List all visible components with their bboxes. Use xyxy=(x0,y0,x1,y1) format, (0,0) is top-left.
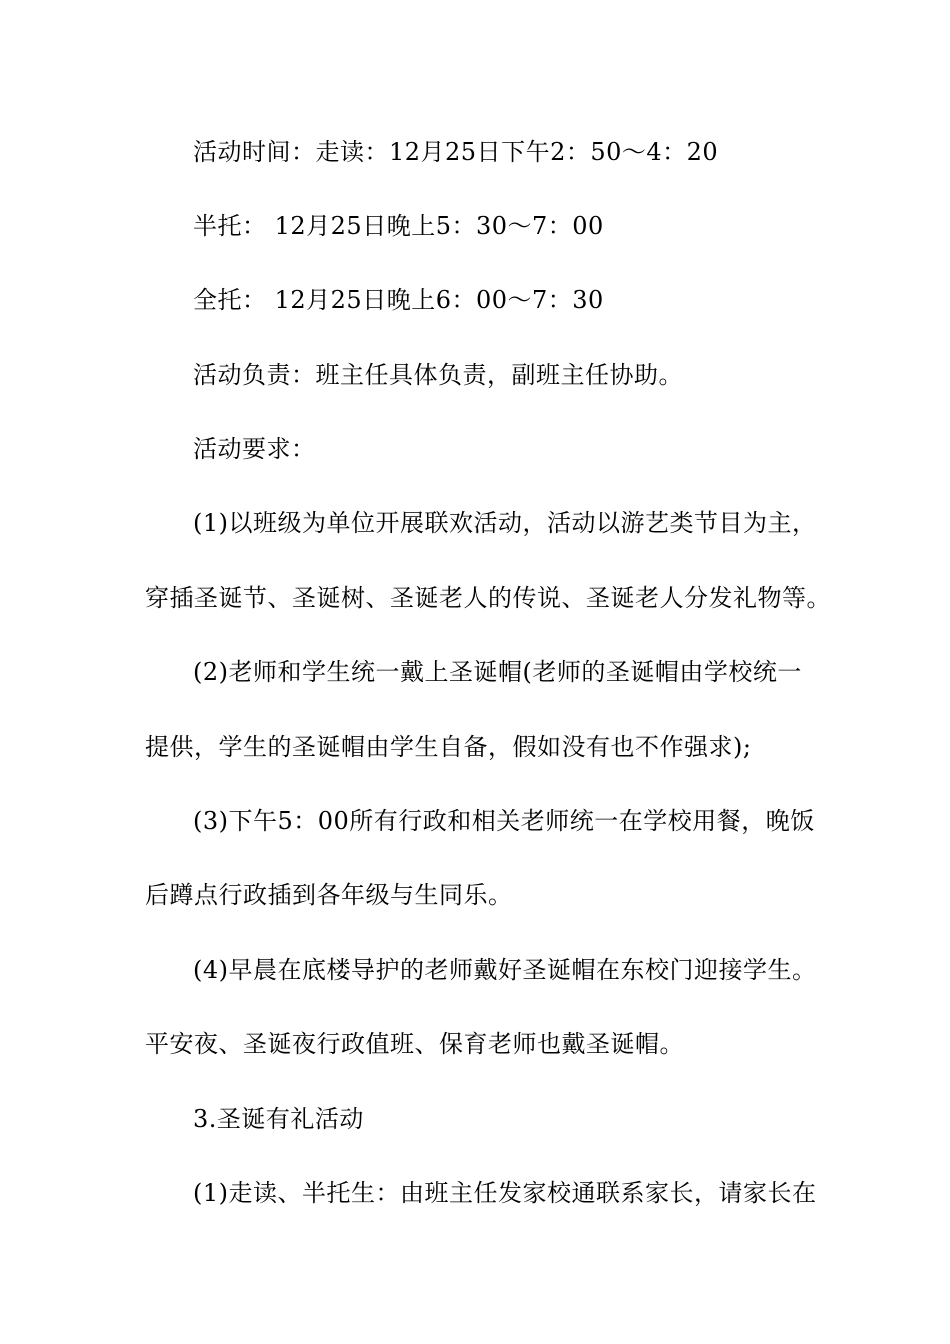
requirement-2-line-1: (2)老师和学生统一戴上圣诞帽(老师的圣诞帽由学校统一 xyxy=(193,658,802,686)
requirement-1-line-1: (1)以班级为单位开展联欢活动，活动以游艺类节目为主， xyxy=(193,509,817,537)
requirement-4-line-1: (4)早晨在底楼导护的老师戴好圣诞帽在东校门迎接学生。 xyxy=(193,956,817,984)
requirement-2-line-2: 提供，学生的圣诞帽由学生自备，假如没有也不作强求); xyxy=(145,733,752,761)
requirement-3-line-1: (3)下午5：00所有行政和相关老师统一在学校用餐，晚饭 xyxy=(193,807,815,835)
activity-time-line: 活动时间：走读：12月25日下午2：50～4：20 xyxy=(193,138,719,166)
requirement-4-line-2: 平安夜、圣诞夜行政值班、保育老师也戴圣诞帽。 xyxy=(145,1030,684,1058)
section-3-item-1-line: (1)走读、半托生：由班主任发家校通联系家长，请家长在 xyxy=(193,1179,817,1207)
requirement-1-line-2: 穿插圣诞节、圣诞树、圣诞老人的传说、圣诞老人分发礼物等。 xyxy=(145,584,831,612)
activity-responsibility-line: 活动负责：班主任具体负责，副班主任协助。 xyxy=(193,361,683,389)
half-board-time-line: 半托： 12月25日晚上5：30～7：00 xyxy=(193,212,604,240)
activity-requirements-heading: 活动要求： xyxy=(193,435,316,463)
full-board-time-line: 全托： 12月25日晚上6：00～7：30 xyxy=(193,286,604,314)
section-3-heading: 3.圣诞有礼活动 xyxy=(193,1105,364,1133)
requirement-3-line-2: 后蹲点行政插到各年级与生同乐。 xyxy=(145,881,513,909)
